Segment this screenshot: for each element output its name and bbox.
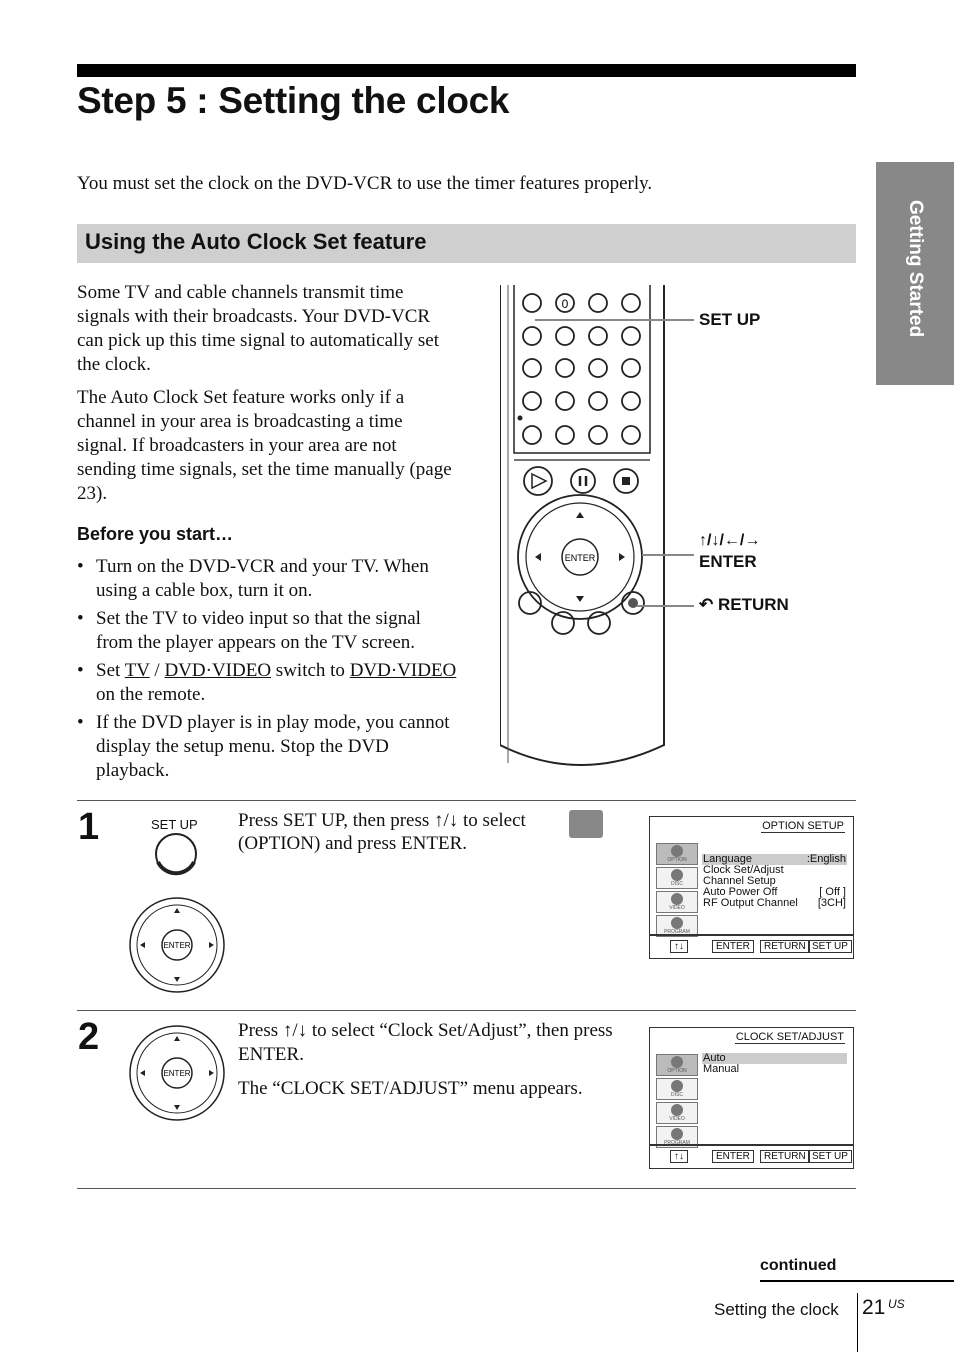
- bullet-item: [77, 659, 457, 707]
- option-tab-icon: OPTION: [656, 1054, 698, 1076]
- bullet-item: • Turn on the DVD-VCR and your TV. When using a cable box, turn it on.: [77, 555, 457, 603]
- osd-menu: [702, 854, 847, 909]
- return-key: RETURN: [760, 940, 810, 953]
- callout-lines: [527, 310, 697, 610]
- menu-row: Channel Setup: [703, 875, 776, 887]
- paragraph-2: The Auto Clock Set feature works only if a channel in your area is broadcasting a time signal. If broadcasters in your area are not sending time signals, set the time manually (page 23).: [77, 387, 452, 504]
- setup-key: SET UP: [808, 940, 852, 953]
- menu-row: Clock Set/Adjust: [703, 864, 784, 876]
- return-callout: [699, 595, 789, 615]
- step2-text-b: The “CLOCK SET/ADJUST” menu appears.: [238, 1078, 583, 1099]
- program-tab-icon: PROGRAM: [656, 1126, 698, 1148]
- step1-text-a: Press SET UP, then press ↑/↓ to select: [238, 810, 526, 831]
- osd-side-menu: [656, 843, 696, 939]
- setup-button-icon: [150, 832, 202, 880]
- menu-row: Manual: [703, 1063, 740, 1075]
- section-heading: Using the Auto Clock Set feature: [85, 229, 427, 254]
- bullet-text: switch to: [271, 660, 350, 681]
- section-header: [77, 224, 856, 263]
- remote-enter-label: ENTER: [564, 553, 596, 563]
- disc-tab-icon: DISC: [656, 867, 698, 889]
- footer-section-title: Setting the clock: [714, 1300, 839, 1319]
- page-suffix: US: [888, 1297, 905, 1311]
- disc-tab-icon: DISC: [656, 1078, 698, 1100]
- updown-key: ↑↓: [670, 940, 688, 953]
- menu-row: Auto: [702, 1053, 847, 1064]
- return-callout-label: RETURN: [717, 595, 789, 614]
- paragraph-1: Some TV and cable channels transmit time signals with their broadcasts. Your DVD-VCR can pick up this time signal to automatically set the clock.: [77, 282, 439, 375]
- step-number: 2: [78, 1016, 100, 1058]
- osd-menu: [702, 1053, 847, 1075]
- return-icon: ↶: [699, 595, 718, 614]
- enter-callout: ENTER: [699, 552, 757, 571]
- osd-header: CLOCK SET/ADJUST: [735, 1031, 844, 1043]
- bullet-item: • Set the TV to video input so that the signal from the player appears on the TV screen.: [77, 607, 457, 655]
- footer-separator: [857, 1293, 858, 1352]
- menu-row: RF Output Channel [3CH]: [703, 897, 846, 909]
- page-number: 21: [862, 1296, 886, 1319]
- video-tab-icon: VIDEO: [656, 1102, 698, 1124]
- intro-text: You must set the clock on the DVD-VCR to use the timer features properly.: [77, 173, 653, 194]
- bullet-item: • If the DVD player is in play mode, you cannot display the setup menu. Stop the DVD playback.: [77, 711, 457, 783]
- enter-key: ENTER: [712, 1150, 754, 1163]
- footer-rule: [760, 1280, 954, 1282]
- osd-side-menu: [656, 1054, 696, 1150]
- tv-switch-label: TV: [124, 660, 150, 681]
- option-tab-icon: OPTION: [656, 843, 698, 865]
- step-divider: [77, 1010, 856, 1011]
- bullet-text: /: [149, 660, 165, 681]
- clock-set-adjust-screen: [649, 1027, 854, 1169]
- zero-key-label: 0: [561, 297, 569, 311]
- step1-text: [238, 809, 618, 833]
- continued-label: continued: [760, 1257, 837, 1274]
- page-title: Step 5 : Setting the clock: [77, 80, 510, 121]
- dvd-video-switch-label: DVD·VIDEO: [349, 660, 457, 681]
- enter-dpad-icon: [128, 896, 226, 994]
- dpad-enter-label: ENTER: [163, 941, 191, 950]
- title-rule: [77, 64, 856, 77]
- bullet-list: [77, 555, 457, 787]
- side-tab-label: Getting Started: [905, 200, 926, 338]
- enter-key: ENTER: [712, 940, 754, 953]
- step-number: 1: [78, 806, 100, 848]
- step-divider: [77, 1188, 856, 1189]
- program-tab-icon: PROGRAM: [656, 915, 698, 937]
- bullet-text: on the remote.: [96, 684, 206, 705]
- dvd-video-switch-label: DVD·VIDEO: [164, 660, 272, 681]
- dpad-enter-label: ENTER: [163, 1069, 191, 1078]
- menu-row: Auto Power Off [ Off ]: [703, 886, 846, 898]
- enter-dpad-icon: [128, 1024, 226, 1122]
- osd-footer: [650, 934, 853, 958]
- step1-text-b: (OPTION) and press ENTER.: [238, 833, 468, 854]
- bullet-text: Set: [96, 660, 125, 681]
- return-key: RETURN: [760, 1150, 810, 1163]
- video-tab-icon: VIDEO: [656, 891, 698, 913]
- setup-button-label: SET UP: [151, 817, 198, 832]
- side-tab: [876, 162, 954, 385]
- osd-footer: [650, 1144, 853, 1168]
- setup-key: SET UP: [808, 1150, 852, 1163]
- menu-row: Language :English: [703, 853, 846, 865]
- osd-header: OPTION SETUP: [762, 820, 844, 832]
- option-setup-screen: [649, 816, 854, 959]
- setup-callout: SET UP: [699, 310, 761, 329]
- step-divider: [77, 800, 856, 801]
- step2-text-a: Press ↑/↓ to select “Clock Set/Adjust”, then press ENTER.: [238, 1020, 613, 1065]
- before-heading: Before you start…: [77, 524, 234, 544]
- arrows-callout: ↑/↓/←/→: [699, 532, 761, 549]
- updown-key: ↑↓: [670, 1150, 688, 1163]
